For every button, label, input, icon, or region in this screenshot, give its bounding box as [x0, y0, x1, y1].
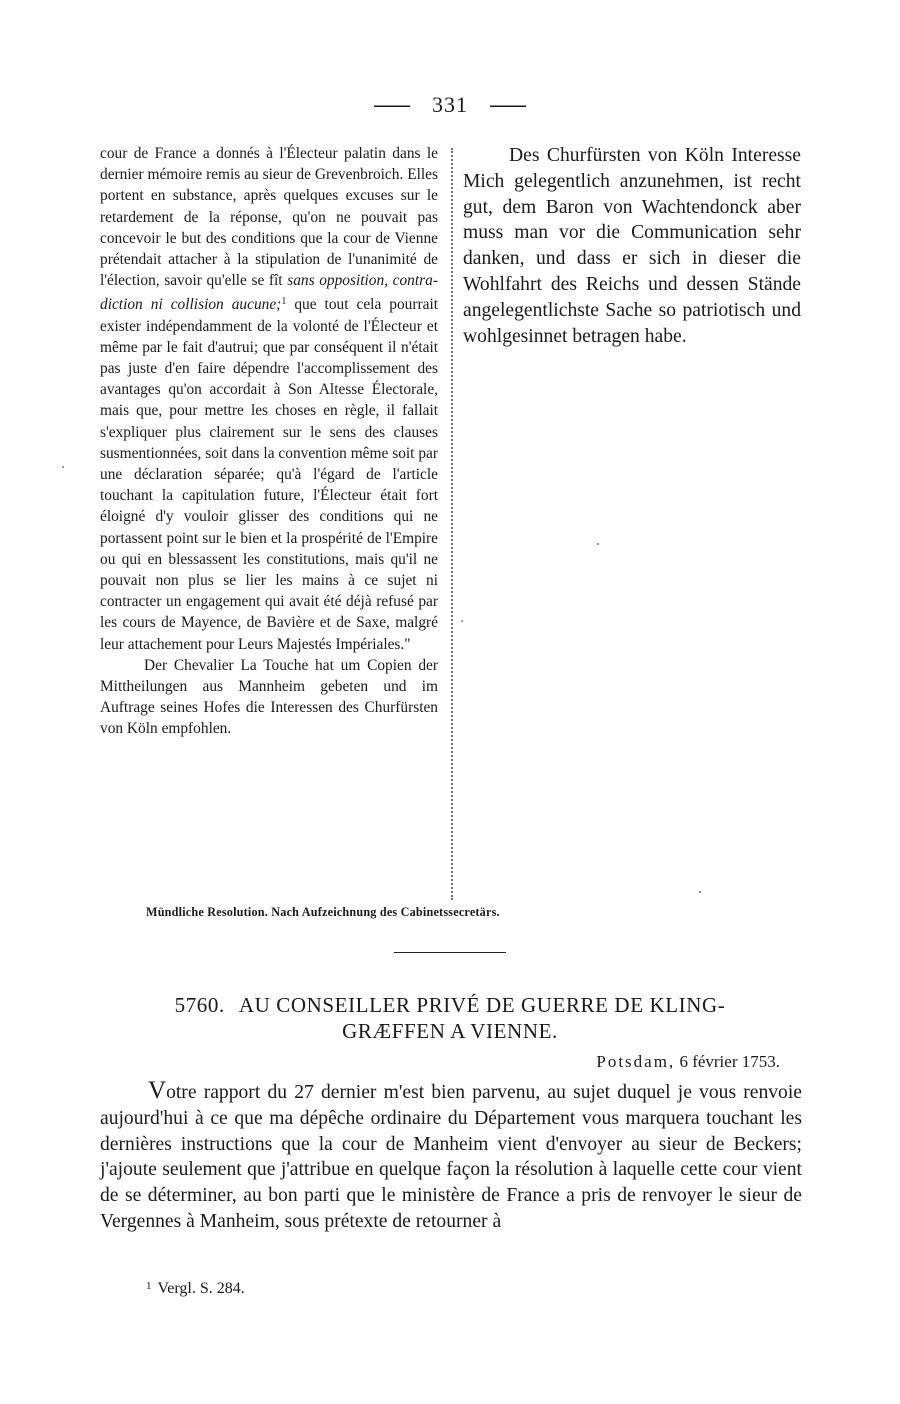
page-number: 331 — [432, 92, 468, 117]
section-separator — [394, 952, 506, 953]
quote-text-part2: que tout cela pourrait exister indépendamment de la volonté de l'Électeur et même par le fait d'autrui; que par conséquent il n'était pas juste d'en faire dépendre l'accomplissement des avantages qu'on accordait à Son Altesse Électorale, mais que, pour mettre les choses en règle, il fallait s'expliquer plus clairement sur le sens des clauses susmentionnées, soit dans la convention même soit par une déclaration séparée; qu'à l'égard de l'article touchant la capitulation future, l'Électeur était fort éloigné d'y vouloir glisser des conditions qui ne portassent point sur le bien et la prospérité de l'Empire ou qui en blessassent les constitutions, mais qu'il ne pouvait non plus se lier les mains à ce sujet ni contracter un engagement qui avait été déjà refusé par les cours de Mayence, de Bavière et de Saxe, malgré leur attachement pour Leurs Majestés Impériales." — [100, 296, 438, 653]
report-paragraph: Der Chevalier La Touche hat um Copien der Mittheilungen aus Mannheim gebeten und im Auftrage seines Hofes die Interessen des Churfürsten von Köln empfohlen. — [100, 656, 438, 738]
heading-line-1 — [100, 992, 800, 1018]
footnote — [146, 1280, 546, 1298]
letter-text: otre rapport du 27 dernier m'est bien parvenu, au sujet duquel je vous renvoie aujourd'hui à ce que ma dépêche ordinaire du Département vous marquera touchant les dernières instructions que la cour de Manheim vient d'envoyer au sieur de Beckers; j'ajoute seulement que j'attribue en quelque façon la résolution à laquelle cette cour vient de se déterminer, au bon parti que le ministère de France a pris de renvoyer le sieur de Vergennes à Manheim, sous prétexte de retourner à — [100, 1082, 802, 1232]
initial-letter: V — [148, 1077, 167, 1104]
heading-title-line2: GRÆFFEN A VIENNE. — [342, 1019, 558, 1043]
page-number-line — [0, 92, 900, 122]
page-number-dash-right: — — [488, 93, 528, 118]
footnote-text: Vergl. S. 284. — [157, 1280, 245, 1297]
quote-paragraph — [100, 143, 438, 655]
document-number: 5760. — [174, 993, 225, 1017]
letter-body — [100, 1078, 802, 1235]
scan-speck — [699, 891, 701, 893]
heading-title-line1: AU CONSEILLER PRIVÉ DE GUERRE DE KLING- — [238, 993, 726, 1017]
right-column — [463, 143, 801, 349]
place: Potsdam, — [596, 1052, 676, 1071]
scan-speck — [461, 620, 463, 622]
scan-speck — [62, 466, 64, 468]
quote-italic-phrase: sans opposition, contradiction ni collision aucune; — [100, 272, 438, 314]
scan-speck — [597, 543, 599, 545]
resolution-text: Des Churfürsten von Köln Interesse Mich gelegentlich anzunehmen, ist recht gut, dem Baron von Wachtendonck aber muss man vor die Communication sehr danken, und dass er sich in dieser die Wohlfahrt des Reichs und dessen Stände angelegentlichste Sache so patriotisch und wohlgesinnet betragen habe. — [463, 145, 801, 347]
date: 6 février 1753. — [679, 1052, 780, 1071]
letter-paragraph — [100, 1078, 802, 1235]
page-number-dash-left: — — [372, 93, 412, 118]
source-note: Mündliche Resolution. Nach Aufzeichnung des Cabinetssecretärs. — [146, 905, 500, 919]
left-column — [100, 143, 438, 740]
place-date — [100, 1052, 780, 1072]
column-divider — [451, 148, 453, 900]
footnote-reference: 1 — [281, 296, 287, 308]
document-heading — [100, 992, 800, 1044]
footnote-mark: 1 — [146, 1280, 152, 1292]
quote-text-part1: cour de France a donnés à l'Électeur palatin dans le dernier mémoire remis au sieur de Grevenbroich. Elles portent en substance, après quelques excuses sur le retardement de la réponse, qu'on ne pouvait pas concevoir le but des conditions que la cour de Vienne prétendait attacher à la stipulation de l'unanimité de l'élection, savoir qu'elle se fît — [100, 145, 438, 290]
